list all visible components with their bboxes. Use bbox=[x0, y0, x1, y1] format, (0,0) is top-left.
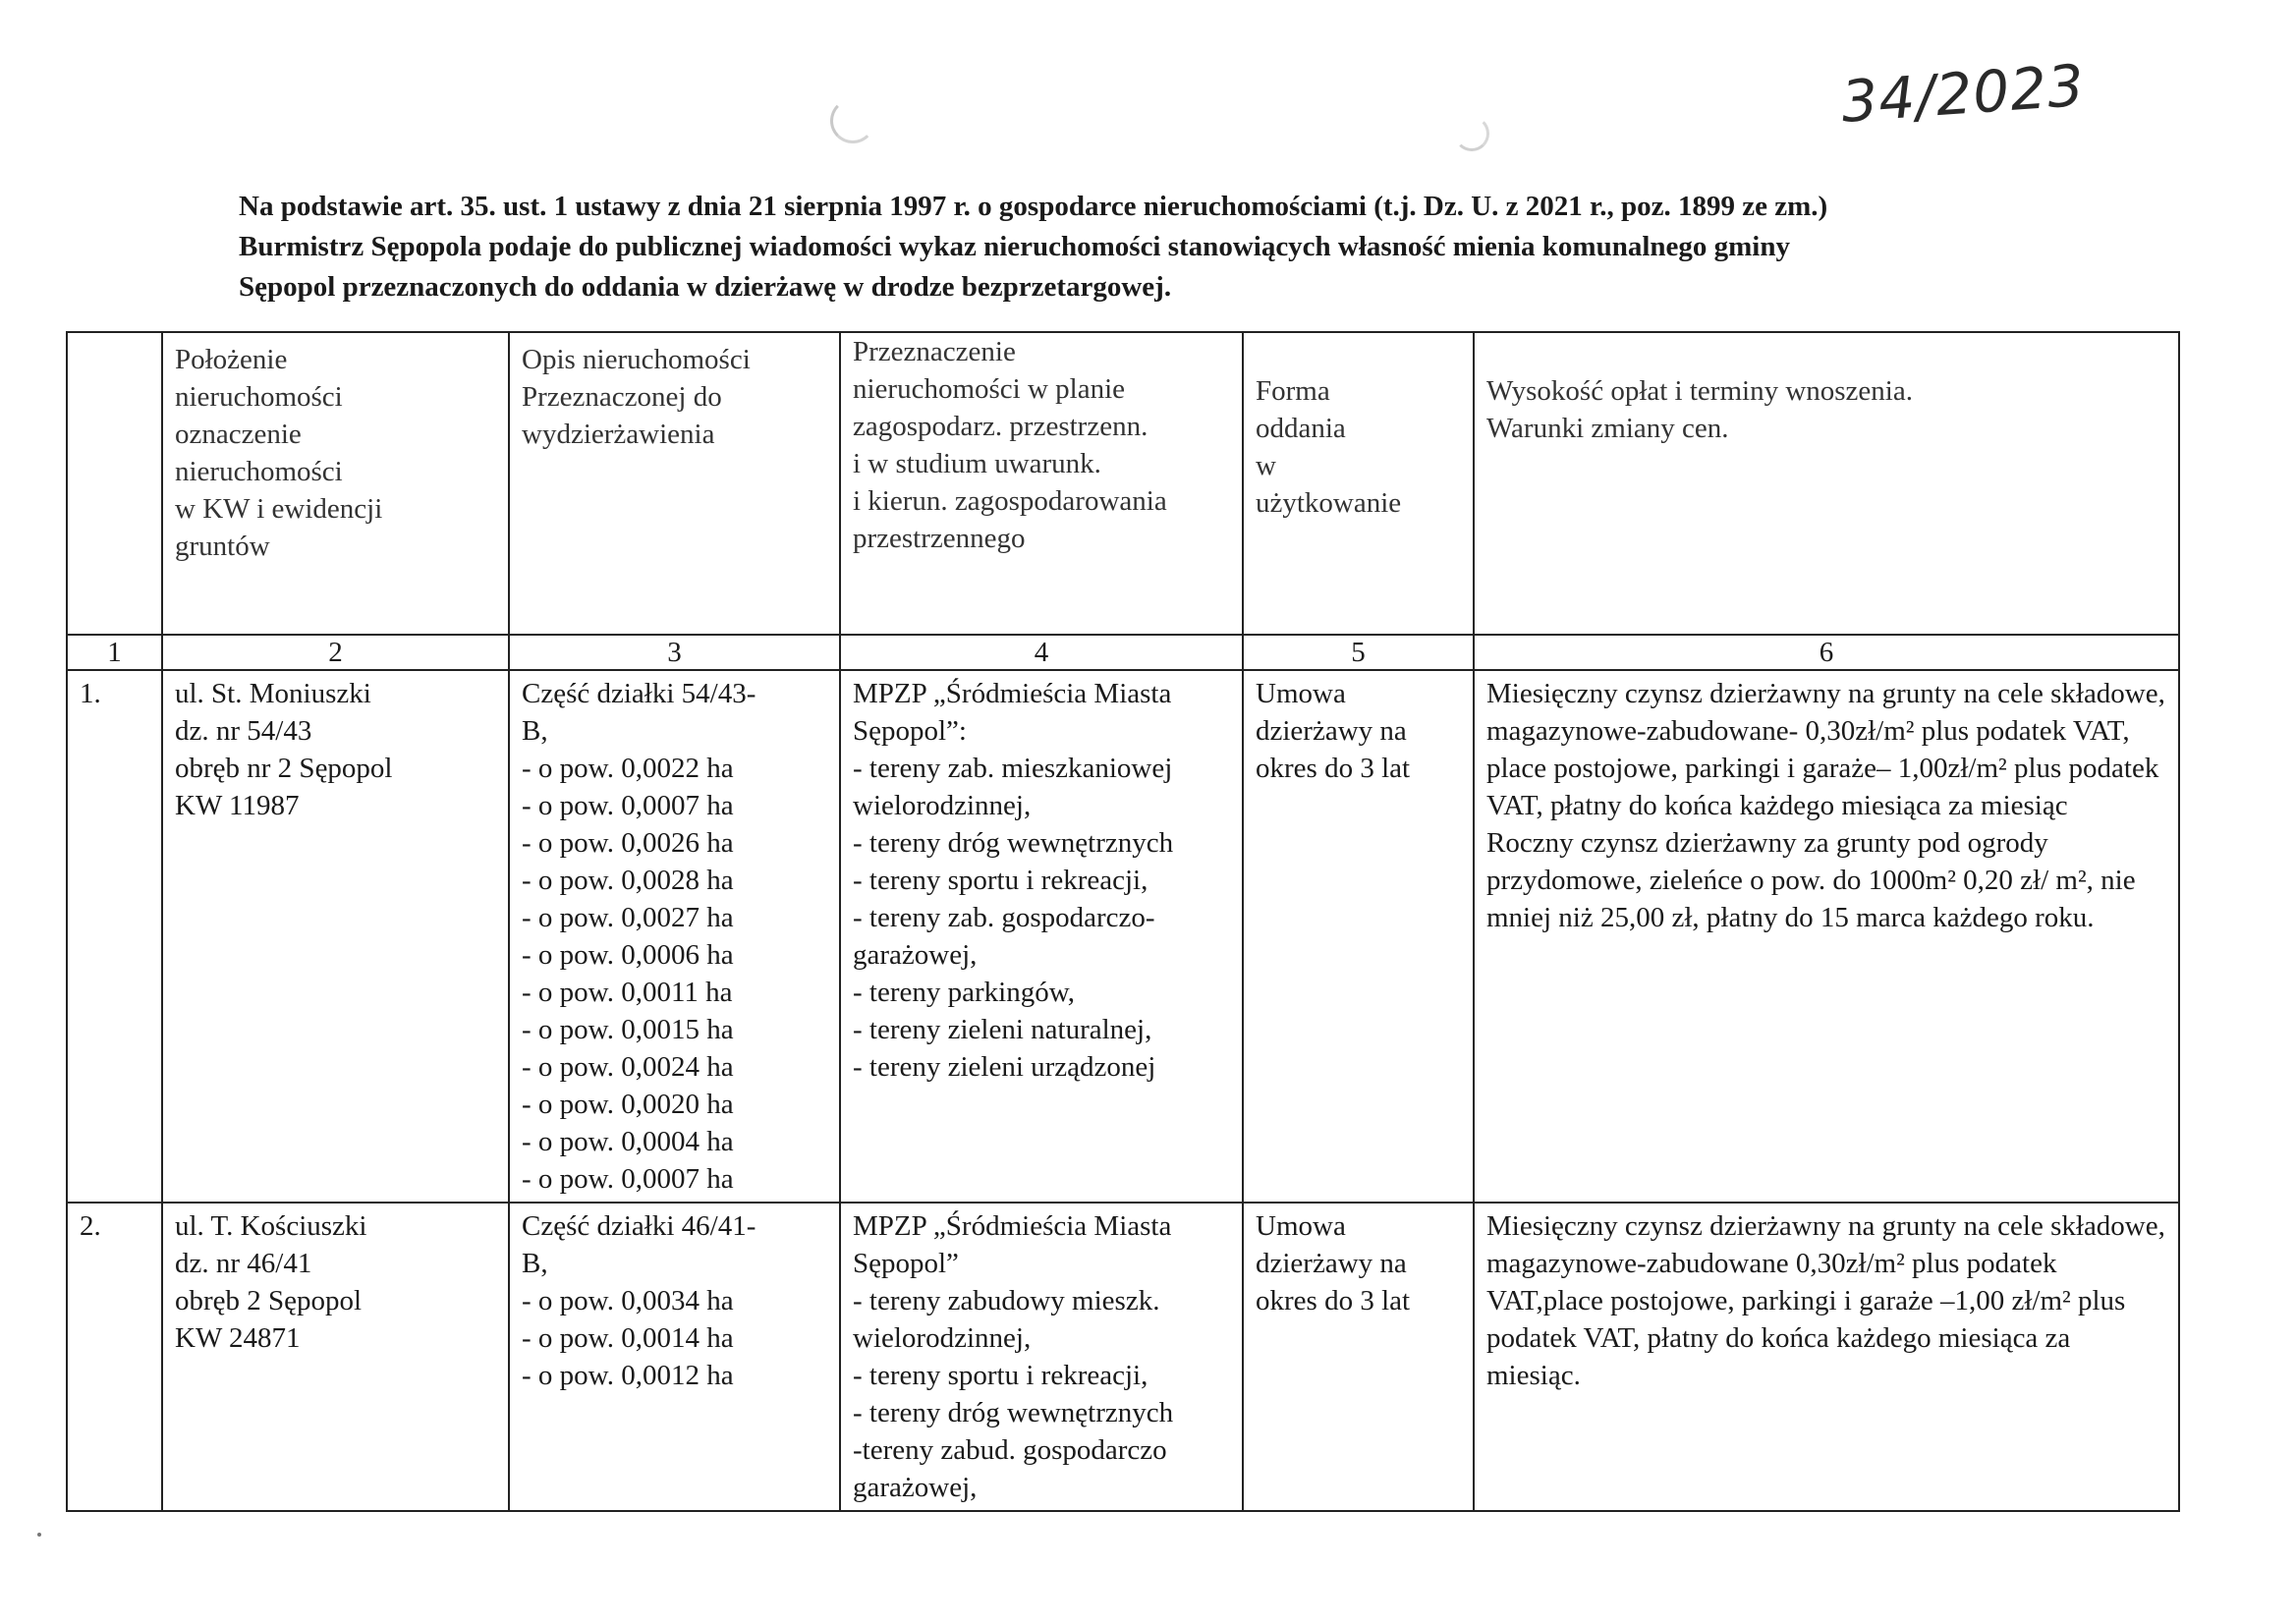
fees-paragraph: Miesięczny czynsz dzierżawny na grunty na cele składowe, magazynowe-zabudowane 0,30zł/m² plus podatek VAT,place postojowe, parkingi i garaże –1,00 zł/m² plus podatek VAT, płatny do końca każdego miesiąca za miesiąc. bbox=[1486, 1210, 2165, 1391]
description-line: - o pow. 0,0015 ha bbox=[522, 1014, 734, 1045]
purpose-line: - tereny sportu i rekreacji, bbox=[853, 1360, 1148, 1391]
intro-line-2: Burmistrz Sępopola podaje do publicznej wiadomości wykaz nieruchomości stanowiących własność mienia komunalnego gminy bbox=[239, 231, 1790, 262]
header-description bbox=[509, 332, 840, 635]
header-purpose-line: Przeznaczenie bbox=[853, 336, 1016, 367]
purpose-line: Sępopol” bbox=[853, 1248, 959, 1279]
form-line: Umowa bbox=[1256, 678, 1346, 709]
header-form-line: oddania bbox=[1256, 413, 1346, 444]
table-row bbox=[67, 670, 2179, 1203]
column-number: 5 bbox=[1243, 635, 1474, 670]
description-line: - o pow. 0,0028 ha bbox=[522, 865, 734, 896]
location-line: KW 24871 bbox=[175, 1322, 301, 1354]
header-description-line: Przeznaczonej do bbox=[522, 381, 722, 413]
lease-form bbox=[1243, 1203, 1474, 1511]
column-number: 4 bbox=[840, 635, 1243, 670]
header-location-line: nieruchomości bbox=[175, 456, 343, 487]
purpose-line: - tereny dróg wewnętrznych bbox=[853, 1397, 1174, 1428]
intro-paragraph bbox=[239, 187, 2105, 308]
description-line: - o pow. 0,0020 ha bbox=[522, 1089, 734, 1120]
form-line: Umowa bbox=[1256, 1210, 1346, 1242]
location-line: ul. St. Moniuszki bbox=[175, 678, 371, 709]
column-number: 3 bbox=[509, 635, 840, 670]
description-line: - o pow. 0,0007 ha bbox=[522, 1163, 734, 1195]
purpose-line: wielorodzinnej, bbox=[853, 1322, 1032, 1354]
header-location-line: gruntów bbox=[175, 531, 270, 562]
header-form-line: użytkowanie bbox=[1256, 487, 1402, 519]
header-cost-line: Wysokość opłat i terminy wnoszenia. bbox=[1486, 375, 1913, 407]
handwritten-reference-number: 34/2023 bbox=[1839, 51, 2088, 136]
fees-paragraph: Roczny czynsz dzierżawny za grunty pod ogrody przydomowe, zieleńce o pow. do 1000m² 0,20 zł/ m², nie mniej niż 25,00 zł, płatny do 15 marca każdego roku. bbox=[1486, 827, 2136, 933]
location-line: dz. nr 54/43 bbox=[175, 715, 312, 747]
header-purpose-line: zagospodarz. przestrzenn. bbox=[853, 411, 1148, 442]
property-location bbox=[162, 670, 509, 1203]
table-row bbox=[67, 1203, 2179, 1511]
header-description-line: Opis nieruchomości bbox=[522, 344, 751, 375]
header-location bbox=[162, 332, 509, 635]
property-purpose bbox=[840, 1203, 1243, 1511]
scan-artifact-left bbox=[830, 98, 875, 143]
header-purpose-line: i kierun. zagospodarowania bbox=[853, 485, 1167, 517]
description-line: - o pow. 0,0034 ha bbox=[522, 1285, 734, 1316]
description-line: - o pow. 0,0024 ha bbox=[522, 1051, 734, 1083]
form-line: okres do 3 lat bbox=[1256, 753, 1411, 784]
purpose-line: -tereny zabud. gospodarczo bbox=[853, 1434, 1167, 1466]
description-line: - o pow. 0,0014 ha bbox=[522, 1322, 734, 1354]
intro-line-3: Sępopol przeznaczonych do oddania w dzierżawę w drodze bezprzetargowej. bbox=[239, 271, 1172, 303]
description-line: - o pow. 0,0026 ha bbox=[522, 827, 734, 859]
header-purpose-line: nieruchomości w planie bbox=[853, 373, 1126, 405]
form-line: okres do 3 lat bbox=[1256, 1285, 1411, 1316]
description-line: - o pow. 0,0006 ha bbox=[522, 939, 734, 971]
purpose-line: garażowej, bbox=[853, 939, 978, 971]
purpose-line: Sępopol”: bbox=[853, 715, 967, 747]
fees-paragraph: Miesięczny czynsz dzierżawny na grunty na cele składowe, magazynowe-zabudowane- 0,30zł/m² plus podatek VAT, place postojowe, parkingi i garaże– 1,00zł/m² plus podatek VAT, płatny do końca każdego miesiąca za miesiąc bbox=[1486, 678, 2165, 821]
header-location-line: oznaczenie bbox=[175, 419, 302, 450]
fees-and-terms bbox=[1474, 1203, 2179, 1511]
description-line: - o pow. 0,0012 ha bbox=[522, 1360, 734, 1391]
lease-form bbox=[1243, 670, 1474, 1203]
fees-and-terms bbox=[1474, 670, 2179, 1203]
purpose-line: MPZP „Śródmieścia Miasta bbox=[853, 678, 1172, 709]
column-number: 2 bbox=[162, 635, 509, 670]
header-purpose-line: i w studium uwarunk. bbox=[853, 448, 1101, 479]
purpose-line: MPZP „Śródmieścia Miasta bbox=[853, 1210, 1172, 1242]
purpose-line: - tereny dróg wewnętrznych bbox=[853, 827, 1174, 859]
header-purpose bbox=[840, 332, 1243, 635]
location-line: obręb nr 2 Sępopol bbox=[175, 753, 393, 784]
form-line: dzierżawy na bbox=[1256, 1248, 1407, 1279]
header-location-line: Położenie bbox=[175, 344, 288, 375]
header-form-line: w bbox=[1256, 450, 1276, 481]
header-cost-line: Warunki zmiany cen. bbox=[1486, 413, 1729, 444]
purpose-line: - tereny zab. gospodarczo- bbox=[853, 902, 1155, 933]
header-form bbox=[1243, 332, 1474, 635]
location-line: ul. T. Kościuszki bbox=[175, 1210, 367, 1242]
purpose-line: - tereny parkingów, bbox=[853, 977, 1076, 1008]
column-number: 6 bbox=[1474, 635, 2179, 670]
header-form-line: Forma bbox=[1256, 375, 1330, 407]
description-line: Część działki 46/41- bbox=[522, 1210, 756, 1242]
property-purpose bbox=[840, 670, 1243, 1203]
location-line: dz. nr 46/41 bbox=[175, 1248, 312, 1279]
location-line: obręb 2 Sępopol bbox=[175, 1285, 363, 1316]
purpose-line: - tereny zieleni urządzonej bbox=[853, 1051, 1156, 1083]
description-line: - o pow. 0,0027 ha bbox=[522, 902, 734, 933]
description-line: - o pow. 0,0011 ha bbox=[522, 977, 733, 1008]
location-line: KW 11987 bbox=[175, 790, 300, 821]
form-line: dzierżawy na bbox=[1256, 715, 1407, 747]
property-description bbox=[509, 1203, 840, 1511]
purpose-line: - tereny zabudowy mieszk. bbox=[853, 1285, 1160, 1316]
row-number: 1. bbox=[67, 670, 162, 1203]
column-number-row bbox=[67, 635, 2179, 670]
header-location-line: nieruchomości bbox=[175, 381, 343, 413]
header-purpose-line: przestrzennego bbox=[853, 523, 1026, 554]
purpose-line: - tereny sportu i rekreacji, bbox=[853, 865, 1148, 896]
header-location-line: w KW i ewidencji bbox=[175, 493, 383, 525]
header-cost bbox=[1474, 332, 2179, 635]
column-number: 1 bbox=[67, 635, 162, 670]
purpose-line: - tereny zieleni naturalnej, bbox=[853, 1014, 1152, 1045]
row-number: 2. bbox=[67, 1203, 162, 1511]
purpose-line: - tereny zab. mieszkaniowej bbox=[853, 753, 1173, 784]
purpose-line: garażowej, bbox=[853, 1472, 978, 1503]
description-line: B, bbox=[522, 715, 548, 747]
property-description bbox=[509, 670, 840, 1203]
description-line: - o pow. 0,0007 ha bbox=[522, 790, 734, 821]
description-line: - o pow. 0,0022 ha bbox=[522, 753, 734, 784]
table-header-row bbox=[67, 332, 2179, 635]
description-line: B, bbox=[522, 1248, 548, 1279]
header-col-1 bbox=[67, 332, 162, 635]
scan-artifact-right bbox=[1454, 116, 1489, 151]
header-description-line: wydzierżawienia bbox=[522, 419, 715, 450]
intro-line-1: Na podstawie art. 35. ust. 1 ustawy z dnia 21 sierpnia 1997 r. o gospodarce nieruchomościami (t.j. Dz. U. z 2021 r., poz. 1899 ze zm.) bbox=[239, 191, 1828, 222]
property-list-table bbox=[66, 331, 2180, 1512]
scan-speck bbox=[37, 1533, 41, 1537]
purpose-line: wielorodzinnej, bbox=[853, 790, 1032, 821]
property-location bbox=[162, 1203, 509, 1511]
description-line: Część działki 54/43- bbox=[522, 678, 756, 709]
description-line: - o pow. 0,0004 ha bbox=[522, 1126, 734, 1157]
